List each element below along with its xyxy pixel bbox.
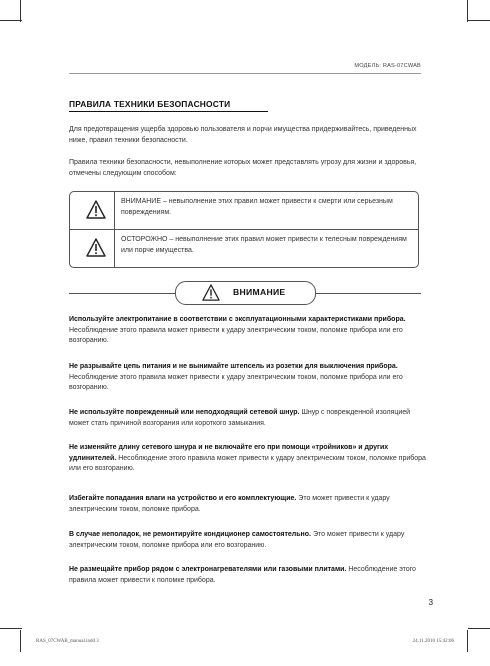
crop-mark: [0, 20, 22, 21]
warning-text: ВНИМАНИЕ – невыполнение этих правил может привести к смерти или серьезным повреждениям.: [121, 198, 393, 216]
safety-rule: [69, 362, 429, 394]
section-title: ПРАВИЛА ТЕХНИКИ БЕЗОПАСНОСТИ: [69, 99, 268, 112]
header-rule: [69, 73, 421, 74]
banner-label: ВНИМАНИЕ: [233, 287, 286, 297]
model-label: МОДЕЛЬ: RAS-07CWAB: [354, 63, 421, 69]
caution-row: [70, 229, 418, 267]
safety-rule: [69, 408, 429, 429]
safety-rule: [69, 494, 429, 515]
rule-text: Несоблюдение этого правила может привести к удару электрическим током, поломке прибора или его возгоранию.: [69, 326, 403, 344]
safety-rule: [69, 530, 429, 551]
rule-text: Несоблюдение этого правила может привести к поломке прибора.: [69, 566, 416, 584]
rule-text: Это может привести к удару электрическим током, поломке прибора.: [69, 495, 390, 513]
row-separator: [114, 192, 115, 229]
rule-heading: Используйте электропитание в соответствии с эксплуатационными характеристиками прибора.: [69, 316, 406, 323]
safety-rule: [69, 443, 429, 475]
warning-triangle-icon: [202, 284, 220, 301]
rule-heading: Не изменяйте длину сетевого шнура и не включайте его при помощи «тройников» и других удлинителей.: [69, 444, 389, 462]
crop-mark: [468, 628, 490, 629]
rule-text: Шнур с поврежденной изоляцией может стать причиной возгорания или короткого замыкания.: [69, 409, 411, 427]
warning-triangle-icon: [86, 238, 106, 257]
rule-heading: Не используйте поврежденный или неподходящий сетевой шнур.: [69, 409, 300, 416]
page-number: 3: [428, 598, 433, 607]
safety-rule: [69, 565, 429, 586]
warning-row: [70, 192, 418, 229]
crop-mark: [20, 630, 21, 652]
safety-rule: [69, 315, 429, 347]
warning-legend-box: [69, 191, 419, 268]
crop-mark: [467, 630, 468, 652]
intro-paragraph: Правила техники безопасности, невыполнение которых может представлять угрозу для жизни и здоровья, отмечены следующим способом:: [69, 159, 417, 177]
rule-heading: В случае неполадок, не ремонтируйте кондиционер самостоятельно.: [69, 531, 311, 538]
crop-mark: [468, 20, 490, 21]
rule-heading: Избегайте попадания влаги на устройство и его комплектующие.: [69, 495, 297, 502]
crop-mark: [20, 0, 21, 22]
warning-triangle-icon: [86, 200, 106, 219]
intro-paragraph: Для предотвращения ущерба здоровью пользователя и порчи имущества придерживайтесь, приведенных ниже, правил техники безопасности.: [69, 126, 417, 144]
caution-text: ОСТОРОЖНО – невыполнение этих правил может привести к телесным повреждениям или порче имущества.: [121, 236, 407, 254]
row-separator: [114, 230, 115, 267]
print-slug-date: 24.11.2010 15:42:06: [412, 639, 454, 644]
rule-heading: Не размещайте прибор рядом с электронагревателями или газовыми плитами.: [69, 566, 347, 573]
rule-heading: Не разрывайте цепь питания и не вынимайте штепсель из розетки для выключения прибора.: [69, 363, 398, 370]
rule-text: Несоблюдение этого правила может привести к удару электрическим током, поломке прибора или его возгоранию.: [69, 373, 403, 391]
print-slug-file: RAS_07CWAB_manual.indd 3: [36, 639, 99, 644]
rule-text: Несоблюдение этого правила может привести к удару электрическим током, поломке прибора или его возгоранию.: [69, 454, 426, 472]
crop-mark: [467, 0, 468, 22]
crop-mark: [0, 628, 22, 629]
warning-banner: [175, 281, 316, 305]
rule-text: Это может привести к удару электрическим током, поломке прибора или его возгоранию.: [69, 531, 405, 549]
